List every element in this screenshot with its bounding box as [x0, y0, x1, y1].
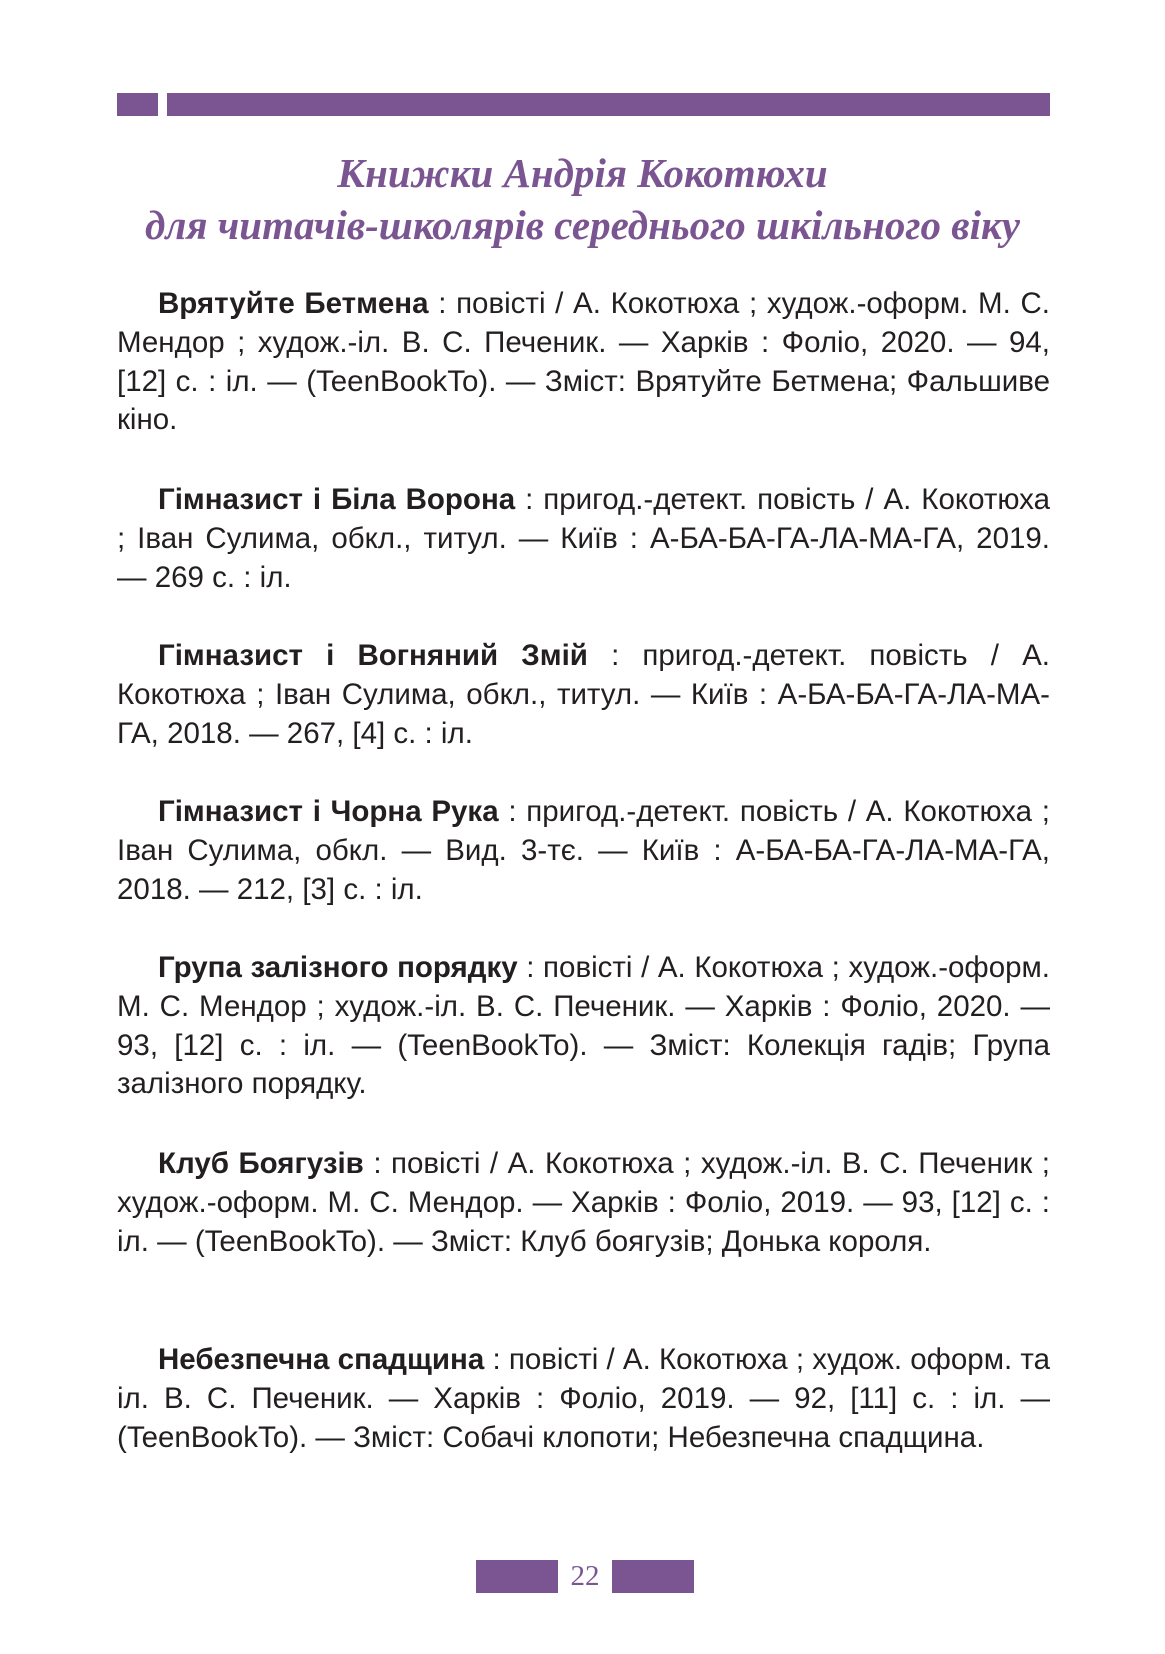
book-title: Гімназист і Біла Ворона	[158, 483, 516, 516]
bibliography-entry	[117, 481, 1050, 597]
footer-decor-bar-left	[476, 1560, 558, 1593]
bibliography-entry	[117, 949, 1050, 1104]
book-description: : пригод.-детект. повість / А. Кокотюха ; Іван Сулима, обкл. — Вид. 3-тє. — Київ : А-БА-БА-ГА-ЛА-МА-ГА, 2018. — 212, [3] с. : іл.	[117, 795, 1050, 906]
bibliography-entry	[117, 793, 1050, 909]
bibliography-entry	[117, 637, 1050, 753]
footer-decor-bar-right	[612, 1560, 694, 1593]
header-decor-bar-short	[117, 93, 158, 116]
book-description: : пригод.-детект. повість / А. Кокотюха ; Іван Сулима, обкл., титул. — Київ : А-БА-БА-ГА-ЛА-МА-ГА, 2019. — 269 с. : іл.	[117, 483, 1050, 594]
book-title: Гімназист і Вогняний Змій	[158, 639, 588, 672]
header-decor-bar-long	[167, 93, 1050, 116]
book-description: : повісті / А. Кокотюха ; худож.-оформ. М. С. Мендор ; худож.-іл. В. С. Печеник. — Харків : Фоліо, 2020. — 94, [12] с. : іл. — (TeenBookTo). — Зміст: Врятуйте Бетмена; Фальшиве кіно.	[117, 287, 1050, 437]
book-description: : повісті / А. Кокотюха ; худож. оформ. та іл. В. С. Печеник. — Харків : Фоліо, 2019. — 92, [11] с. : іл. — (TeenBookTo). — Зміст: Собачі клопоти; Небезпечна спадщина.	[117, 1343, 1050, 1454]
book-description: : повісті / А. Кокотюха ; худож.-іл. В. С. Печеник ; худож.-оформ. М. С. Мендор. — Харків : Фоліо, 2019. — 93, [12] с. : іл. — (TeenBookTo). — Зміст: Клуб боягузів; Донька короля.	[117, 1147, 1050, 1258]
book-title: Гімназист і Чорна Рука	[158, 795, 499, 828]
page-title-line-2: для читачів-школярів середнього шкільного віку	[145, 202, 1020, 248]
book-description: : пригод.-детект. повість / А. Кокотюха ; Іван Сулима, обкл., титул. — Київ : А-БА-БА-ГА-ЛА-МА-ГА, 2018. — 267, [4] с. : іл.	[117, 639, 1050, 750]
bibliography-entry	[117, 285, 1050, 440]
book-description: : повісті / А. Кокотюха ; худож.-оформ. М. С. Мендор ; худож.-іл. В. С. Печеник. — Харків : Фоліо, 2020. — 93, [12] с. : іл. — (TeenBookTo). — Зміст: Колекція гадів; Група залізного порядку.	[117, 951, 1050, 1101]
book-title: Клуб Боягузів	[158, 1147, 364, 1180]
book-title: Врятуйте Бетмена	[158, 287, 429, 320]
page-title-line-1: Книжки Андрія Кокотюхи	[337, 150, 828, 196]
page-number: 22	[570, 1560, 600, 1592]
book-title: Небезпечна спадщина	[158, 1343, 485, 1376]
book-title: Група залізного порядку	[158, 951, 518, 984]
bibliography-entry	[117, 1145, 1050, 1261]
bibliography-entry	[117, 1341, 1050, 1457]
